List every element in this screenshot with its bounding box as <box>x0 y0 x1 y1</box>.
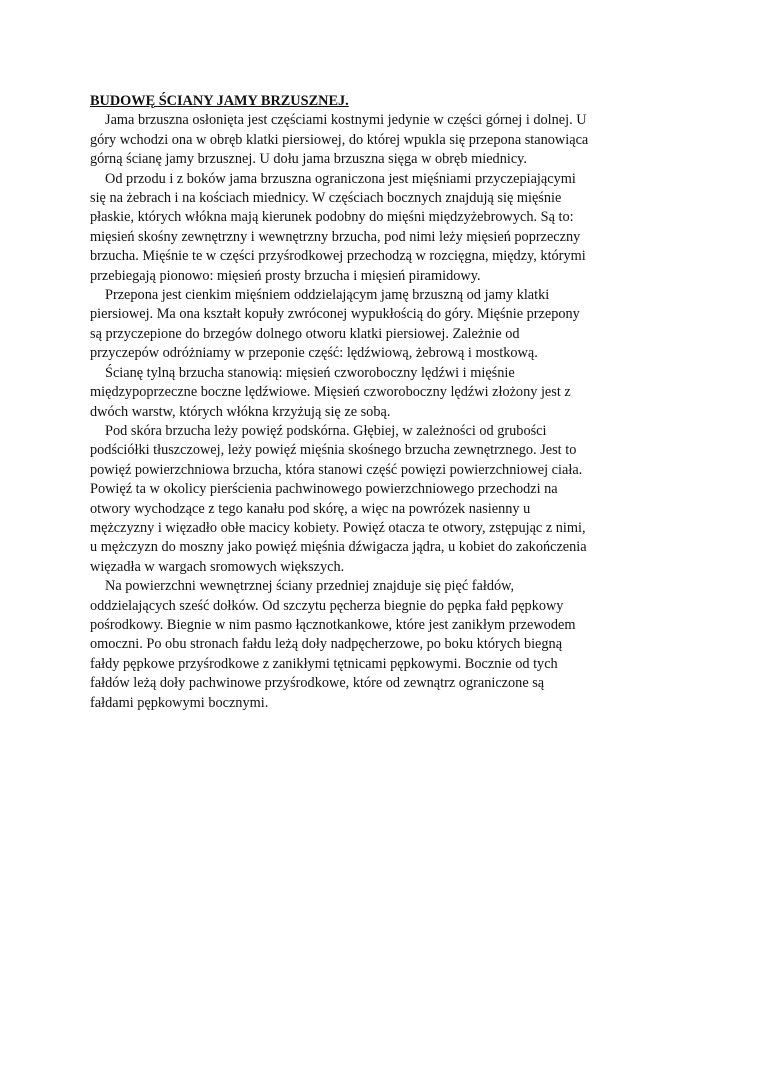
paragraph-line: dwóch warstw, których włókna krzyżują się ze sobą. <box>90 403 391 420</box>
paragraph-line: są przyczepione do brzegów dolnego otworu klatki piersiowej. Zależnie od <box>90 325 520 342</box>
paragraph-line: podściółki tłuszczowej, leży powięź mięśnia skośnego brzucha zewnętrznego. Jest to <box>90 442 577 459</box>
paragraph-line: Pod skóra brzucha leży powięź podskórna. Głębiej, w zależności od grubości <box>105 422 547 439</box>
paragraph-line: górną ścianę jamy brzusznej. U dołu jama brzuszna sięga w obręb miednicy. <box>90 151 527 168</box>
paragraph-line: się na żebrach i na kościach miednicy. W częściach bocznych znajdują się mięśnie <box>90 190 562 207</box>
paragraph-line: przebiegają pionowo: mięsień prosty brzucha i mięsień piramidowy. <box>90 267 481 284</box>
paragraph <box>90 286 675 364</box>
paragraph-line: Przepona jest cienkim mięśniem oddzielającym jamę brzuszną od jamy klatki <box>105 287 550 304</box>
paragraph-line: międzypoprzeczne boczne lędźwiowe. Mięsień czworoboczny lędźwi złożony jest z <box>90 384 571 401</box>
paragraph <box>90 364 675 422</box>
paragraph-line: Od przodu i z boków jama brzuszna ograniczona jest mięśniami przyczepiającymi <box>105 170 576 187</box>
paragraph-line: u mężczyzn do moszny jako powięź mięśnia dźwigacza jądra, u kobiet do zakończenia <box>90 539 587 556</box>
paragraph-line: otwory wychodzące z tego kanału pod skórę, a więc na powrózek nasienny u <box>90 500 531 517</box>
paragraph-line: Jama brzuszna osłonięta jest częściami kostnymi jedynie w części górnej i dolnej. U <box>105 112 587 129</box>
paragraph-line: omoczni. Po obu stronach fałdu leżą doły nadpęcherzowe, po boku których biegną <box>90 636 563 653</box>
document-body <box>90 111 675 713</box>
paragraph-line: brzucha. Mięśnie te w części przyśrodkowej przechodzą w rozcięgna, między, którymi <box>90 248 586 265</box>
paragraph-line: fałdów leżą doły pachwinowe przyśrodkowe, które od zewnątrz ograniczone są <box>90 675 545 692</box>
paragraph-line: Na powierzchni wewnętrznej ściany przedniej znajduje się pięć fałdów, <box>105 578 515 595</box>
document-title: BUDOWĘ ŚCIANY JAMY BRZUSZNEJ. <box>90 93 349 109</box>
paragraph-line: fałdami pępkowymi bocznymi. <box>90 694 269 711</box>
paragraph-line: więzadła w wargach sromowych większych. <box>90 558 345 575</box>
paragraph-line: Ścianę tylną brzucha stanowią: mięsień czworoboczny lędźwi i mięśnie <box>105 364 515 381</box>
paragraph-line: pośrodkowy. Biegnie w nim pasmo łącznotkankowe, które jest zanikłym przewodem <box>90 616 576 633</box>
paragraph <box>90 422 675 577</box>
paragraph-line: góry wchodzi ona w obręb klatki piersiowej, do której wpukla się przepona stanowiąca <box>90 131 589 148</box>
paragraph-line: oddzielających sześć dołków. Od szczytu pęcherza biegnie do pępka fałd pępkowy <box>90 597 564 614</box>
paragraph-line: piersiowej. Ma ona kształt kopuły zwróconej wypukłością do góry. Mięśnie przepony <box>90 306 580 323</box>
paragraph-line: fałdy pępkowe przyśrodkowe z zanikłymi tętnicami pępkowymi. Bocznie od tych <box>90 655 558 672</box>
paragraph-line: płaskie, których włókna mają kierunek podobny do mięśni międzyżebrowych. Są to: <box>90 209 574 226</box>
paragraph-line: powięź powierzchniowa brzucha, która stanowi część powięzi powierzchniowej ciała. <box>90 461 583 478</box>
paragraph <box>90 111 675 169</box>
paragraph-line: mężczyzny i więzadło obłe macicy kobiety. Powięź otacza te otwory, zstępując z nimi, <box>90 519 586 536</box>
paragraph <box>90 170 675 286</box>
paragraph-line: przyczepów odróżniamy w przeponie część: lędźwiową, żebrową i mostkową. <box>90 345 538 362</box>
paragraph <box>90 577 675 713</box>
paragraph-line: Powięź ta w okolicy pierścienia pachwinowego powierzchniowego przechodzi na <box>90 481 558 498</box>
paragraph-line: mięsień skośny zewnętrzny i wewnętrzny brzucha, pod nimi leży mięsień poprzeczny <box>90 228 581 245</box>
document-page <box>90 92 675 713</box>
